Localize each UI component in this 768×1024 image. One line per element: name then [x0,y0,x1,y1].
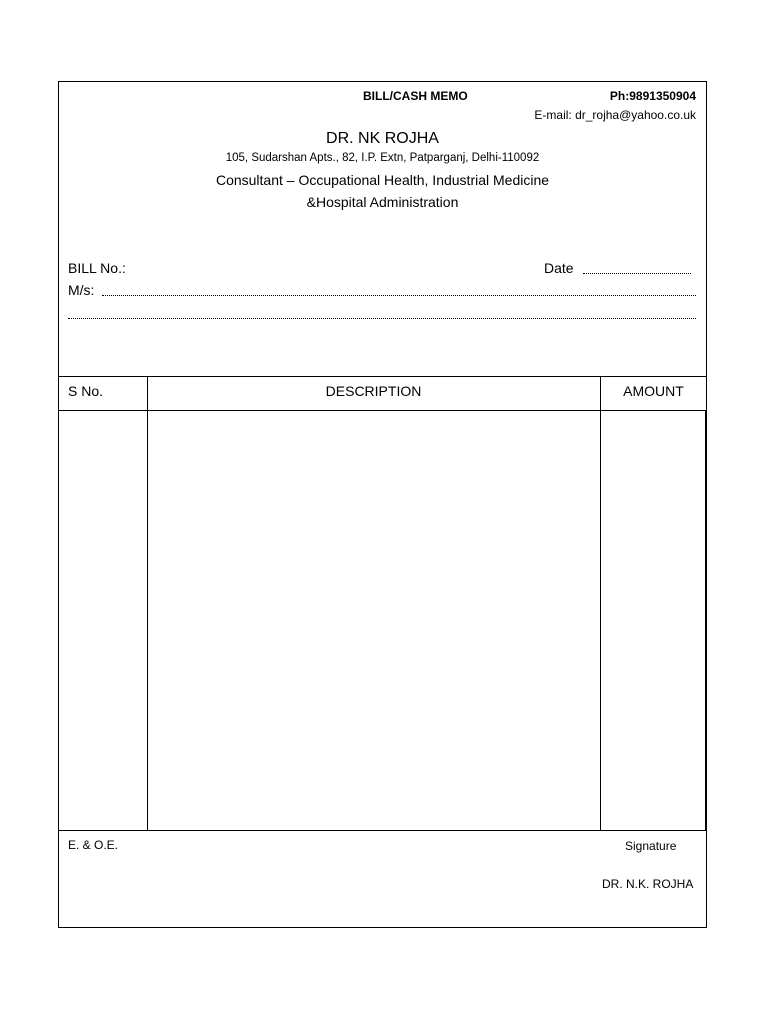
email-address: E-mail: dr_rojha@yahoo.co.uk [534,108,696,122]
column-divider-description [600,376,601,830]
column-header-sno: S No. [68,383,104,399]
date-fill-line[interactable] [583,273,691,274]
column-divider-sno [147,376,148,830]
column-header-description: DESCRIPTION [325,383,422,399]
consultant-line-1: Consultant – Occupational Health, Industrial Medicine [215,172,550,188]
clinic-address: 105, Sudarshan Apts., 82, I.P. Extn, Patparganj, Delhi-110092 [225,152,540,164]
ms-fill-line[interactable] [102,295,696,296]
table-bottom-border [59,830,706,831]
cash-memo-form [58,81,707,928]
column-header-amount: AMOUNT [623,383,684,399]
signatory-name: DR. N.K. ROJHA [602,877,694,891]
eoe-note: E. & O.E. [68,838,119,852]
bill-number-label: BILL No.: [68,260,126,276]
phone-number: Ph:9891350904 [609,89,696,103]
consultant-line-2: &Hospital Administration [306,194,459,210]
ms-fill-line-2[interactable] [68,318,696,319]
date-label: Date [544,260,574,276]
signature-label: Signature [625,839,677,853]
memo-title: BILL/CASH MEMO [363,89,468,103]
table-top-border [59,376,706,377]
column-divider-amount [705,410,706,830]
table-header-border [59,410,706,411]
doctor-name: DR. NK ROJHA [326,130,439,147]
ms-label: M/s: [68,282,95,298]
